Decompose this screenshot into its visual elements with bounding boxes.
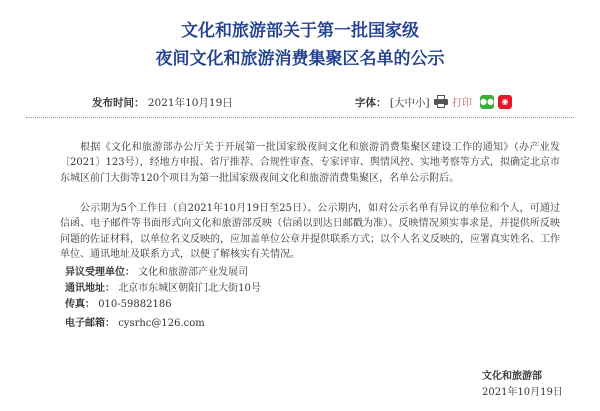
print-button[interactable]: 打印 [452, 98, 472, 109]
wechat-share-icon[interactable]: ●● [480, 95, 494, 109]
body-paragraph-1: 根据《文化和旅游部办公厅关于开展第一批国家级夜间文化和旅游消费集聚区建设工作的通知》（办产业发〔2021〕123号），经地方申报、省厅推荐、合规性审查、专家评审、舆情风控、实地考察等方式，拟确定北京市东城区前门大街等120个项目为第一批国家级夜间文化和旅游消费集聚区，名单公示附后。 [60, 142, 560, 184]
contact-address-label: 通讯地址： [65, 283, 115, 294]
publish-label: 发布时间： [92, 97, 145, 109]
contact-email-label: 电子邮箱： [65, 318, 115, 329]
contact-unit-label: 异议受理单位： [65, 267, 135, 278]
contact-fax-label: 传真： [65, 299, 95, 310]
contact-address-value: 北京市东城区朝阳门北大街10号 [118, 283, 261, 294]
header-divider [26, 117, 574, 118]
contact-unit-value: 文化和旅游部产业发展司 [138, 267, 249, 278]
page-title-line2: 夜间文化和旅游消费集聚区名单的公示 [155, 49, 445, 69]
weibo-share-icon[interactable]: ◉ [498, 95, 512, 109]
printer-icon[interactable] [434, 95, 448, 108]
font-size-options[interactable]: [大中小] [389, 97, 430, 109]
contact-unit [65, 266, 248, 280]
body-paragraph-2: 公示期为5个工作日（自2021年10月19日至25日）。公示期内，如对公示名单有异议的单位和个人，可通过信函、电子邮件等书面形式向文化和旅游部反映（信函以到达日邮戳为准）。反映情况须实事求是，并提供所反映问题的佐证材料，以单位名义反映的，应加盖单位公章并提供联系方式；以个人名义反映的，应署真实姓名、工作单位、通讯地址及联系方式，以便了解核实有关情况。 [60, 203, 560, 261]
contact-address [65, 282, 261, 296]
contact-fax [65, 298, 172, 312]
page-title-line1: 文化和旅游部关于第一批国家级 [181, 21, 419, 41]
contact-email-value: cysrhc@126.com [118, 318, 205, 329]
font-size-control [355, 96, 430, 110]
publish-date: 2021年10月19日 [147, 97, 233, 109]
signature-org: 文化和旅游部 [482, 371, 542, 382]
signature-date: 2021年10月19日 [482, 387, 563, 398]
publish-info [92, 96, 233, 110]
contact-fax-value: 010-59882186 [98, 299, 172, 310]
contact-email [65, 317, 205, 331]
share-toolbar [434, 94, 512, 109]
font-size-label: 字体： [355, 97, 387, 109]
